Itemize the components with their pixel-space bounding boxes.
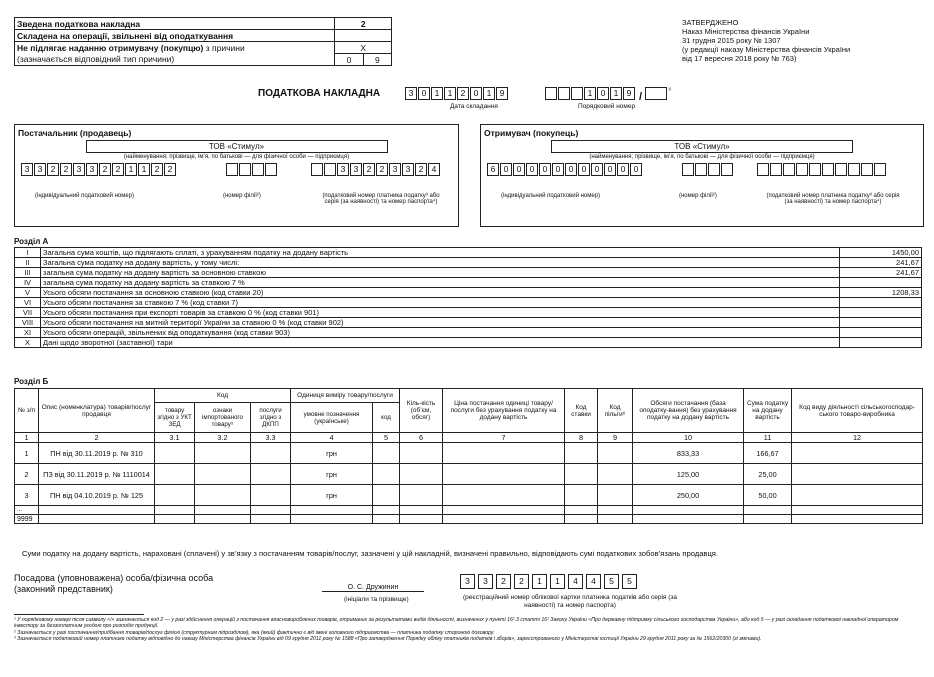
row-value[interactable] [840, 298, 922, 308]
code-digit[interactable] [861, 163, 873, 176]
ipn-digit[interactable]: 0 [513, 163, 525, 176]
col-num: 12 [792, 433, 923, 443]
branch-digit[interactable] [252, 163, 264, 176]
row-value[interactable]: 1450,00 [840, 248, 922, 258]
col-num: 5 [373, 433, 400, 443]
signer-digit[interactable]: 5 [604, 574, 619, 589]
signer-label [14, 573, 213, 595]
ipn-digit[interactable]: 1 [138, 163, 150, 176]
footnote-divider [14, 614, 144, 615]
row-value[interactable] [840, 318, 922, 328]
signer-label-2: (законний представник) [14, 584, 113, 594]
approved-line: від 17 вересня 2018 року № 763) [682, 54, 797, 63]
row-value[interactable] [840, 328, 922, 338]
footnote-2: ² Зазначається у разі постачання/придбання товарів/послуг філією (структурним підрозділом), яка (який) фактично є від імені головного підприємства — платника податку стороною договору. [14, 629, 495, 636]
code-digit[interactable] [311, 163, 323, 176]
date-digit[interactable]: 2 [457, 87, 469, 100]
col-num: 8 [565, 433, 598, 443]
footnotes [14, 617, 922, 642]
branch-digit[interactable] [265, 163, 277, 176]
approved-title: ЗАТВЕРДЖЕНО [682, 18, 739, 27]
ipn-digit[interactable]: 2 [99, 163, 111, 176]
section-a-row [15, 248, 922, 258]
ipn-digit[interactable]: 0 [565, 163, 577, 176]
code-digit[interactable] [848, 163, 860, 176]
code-digit[interactable]: 3 [402, 163, 414, 176]
signer-digit[interactable]: 5 [622, 574, 637, 589]
ipn-digit[interactable]: 0 [604, 163, 616, 176]
branch-digit[interactable] [682, 163, 694, 176]
section-a-row [15, 308, 922, 318]
row-label: Усього обсяги постачання при експорті товарів за ставкою 0 % (код ставки 901) [41, 308, 840, 318]
row-n: 3 [15, 485, 39, 506]
col-num: 11 [744, 433, 792, 443]
code-digit[interactable]: 3 [389, 163, 401, 176]
summary-label: Зведена податкова накладна [15, 18, 335, 30]
summary-value[interactable]: 2 [335, 18, 392, 30]
row-value[interactable]: 241,67 [840, 258, 922, 268]
ipn-digit[interactable]: 2 [164, 163, 176, 176]
code-digit[interactable]: 3 [337, 163, 349, 176]
number-suffix[interactable] [645, 87, 667, 100]
header-table [14, 17, 392, 66]
branch-digit[interactable] [708, 163, 720, 176]
table-row [15, 515, 923, 524]
row-num: XI [15, 328, 41, 338]
row-num: VI [15, 298, 41, 308]
column-number-row [15, 433, 923, 443]
signer-digits-caption: (реєстраційний номер облікової картки платника податків або серія (за наявності) та номер паспорта) [462, 594, 678, 609]
ipn-digit[interactable]: 0 [526, 163, 538, 176]
section-a-row [15, 268, 922, 278]
ipn-digit[interactable]: 2 [47, 163, 59, 176]
seller-branch [226, 163, 278, 181]
row-vat[interactable]: 166,67 [744, 443, 792, 464]
reason-digit-1[interactable]: 0 [335, 54, 363, 66]
h-qty: Кіль-кість (об’єм, обсяг) [400, 389, 443, 433]
row-vat[interactable]: 25,00 [744, 464, 792, 485]
approved-line: (у редакції наказу Міністерства фінансів України [682, 45, 851, 54]
row-volume[interactable]: 250,00 [633, 485, 744, 506]
row-9999: 9999 [15, 515, 39, 524]
seller-code [311, 163, 441, 181]
date-digit[interactable]: 1 [483, 87, 495, 100]
col-num: 10 [633, 433, 744, 443]
row-label: загальна сума податку на додану вартість за ставкою 7 % [41, 278, 840, 288]
h-rate: Код ставки [565, 389, 598, 433]
row-value[interactable] [840, 278, 922, 288]
section-a-title: Розділ А [14, 237, 49, 246]
row-n: 2 [15, 464, 39, 485]
h-code: Код [155, 389, 291, 403]
code-digit[interactable] [809, 163, 821, 176]
row-label: Усього обсяги постачання на митній території України за ставкою 0 % (код ставки 902) [41, 318, 840, 328]
row-label: Загальна сума податку на додану вартість, у тому числі: [41, 258, 840, 268]
row-value[interactable] [840, 338, 922, 348]
ipn-digit[interactable]: 0 [591, 163, 603, 176]
buyer-branch [682, 163, 734, 181]
signer-digit[interactable]: 4 [586, 574, 601, 589]
row-label: Усього обсяги операцій, звільнених від оподаткування (код ставки 903) [41, 328, 840, 338]
section-a-row [15, 298, 922, 308]
code-digit[interactable] [757, 163, 769, 176]
number-digit[interactable]: 1 [584, 87, 596, 100]
signer-digits [460, 574, 640, 592]
h-vat: Сума податку на додану вартість [744, 389, 792, 433]
ipn-digit[interactable]: 0 [578, 163, 590, 176]
row-unit[interactable]: грн [291, 464, 373, 485]
ipn-digit[interactable]: 0 [552, 163, 564, 176]
statement: Суми податку на додану вартість, нараховані (сплачені) у зв’язку з постачанням товарів/послуг, зазначені у цій накладній, визначені правильно, відповідають сумі податкових зобов’язань продавця. [22, 549, 719, 558]
no-give-suffix: з причини [203, 42, 245, 53]
number-digit[interactable]: 0 [597, 87, 609, 100]
branch-digit[interactable] [695, 163, 707, 176]
date-digit[interactable]: 3 [405, 87, 417, 100]
table-row [15, 506, 923, 515]
section-a-table [14, 247, 922, 348]
signer-digit[interactable]: 1 [550, 574, 565, 589]
signer-digit[interactable]: 4 [568, 574, 583, 589]
row-label: загальна сума податку на додану вартість за основною ставкою [41, 268, 840, 278]
row-volume[interactable]: 833,33 [633, 443, 744, 464]
signer-digit[interactable]: 3 [460, 574, 475, 589]
row-label: Усього обсяги постачання за основною ставкою (код ставки 20) [41, 288, 840, 298]
row-num: VII [15, 308, 41, 318]
h-desc: Опис (номенклатура) товарів/послуг продавця [39, 389, 155, 433]
signer-digit[interactable]: 2 [514, 574, 529, 589]
row-desc[interactable]: ПЗ від 30.11.2019 р. № 1110014 [39, 464, 155, 485]
number-label: Порядковий номер [578, 103, 636, 110]
table-row [15, 464, 923, 485]
row-vat[interactable]: 50,00 [744, 485, 792, 506]
no-give-label: Не підлягає наданню отримувачу (покупцю) [17, 42, 204, 53]
exempt-label: Складена на операції, звільнені від оподаткування [15, 30, 335, 42]
row-num: VIII [15, 318, 41, 328]
doc-title: ПОДАТКОВА НАКЛАДНА [258, 88, 381, 99]
col-num: 9 [598, 433, 633, 443]
code-digit[interactable] [324, 163, 336, 176]
seller-ipn-caption: (індивідуальний податковий номер) [35, 193, 135, 199]
approved-line: 31 грудня 2015 року № 1307 [682, 36, 781, 45]
ipn-digit[interactable]: 0 [500, 163, 512, 176]
footnote-mark: ¹⁾ [668, 88, 672, 94]
section-a-row [15, 338, 922, 348]
code-digit[interactable]: 2 [363, 163, 375, 176]
reason-digit-2[interactable]: 9 [363, 54, 391, 66]
buyer-code [757, 163, 887, 181]
seller-heading: Постачальник (продавець) [18, 128, 132, 138]
buyer-code-caption: (податковий номер платника податку³ або серія (за наявності) та номер паспорта⁴) [766, 193, 900, 205]
row-num: IV [15, 278, 41, 288]
ipn-digit[interactable]: 3 [86, 163, 98, 176]
approved-block [682, 18, 850, 63]
section-a-row [15, 288, 922, 298]
row-label: Загальна сума коштів, що підлягають сплаті, з урахуванням податку на додану вартість [41, 248, 840, 258]
branch-digit[interactable] [239, 163, 251, 176]
ipn-digit[interactable]: 1 [125, 163, 137, 176]
h-volume: Обсяги постачання (база оподатку-вання) без урахування податку на додану вартість [633, 389, 744, 433]
no-give-mark[interactable]: X [335, 42, 392, 54]
seller-name[interactable]: ТОВ «Стимул» [86, 140, 388, 153]
row-n: 1 [15, 443, 39, 464]
date-digit[interactable]: 0 [418, 87, 430, 100]
row-num: III [15, 268, 41, 278]
row-label: Дані щодо зворотної (заставної) тари [41, 338, 840, 348]
seller-branch-caption: (номер філії²) [223, 193, 261, 199]
ipn-digit[interactable]: 3 [34, 163, 46, 176]
code-digit[interactable] [770, 163, 782, 176]
col-num: 4 [291, 433, 373, 443]
no-give-sub: (зазначається відповідний тип причини) [15, 54, 335, 66]
section-a-row [15, 318, 922, 328]
buyer-ipn [487, 163, 643, 180]
row-unit[interactable]: грн [291, 485, 373, 506]
row-volume[interactable]: 125,00 [633, 464, 744, 485]
h-benefit: Код пільги⁶ [598, 389, 633, 433]
col-num: 2 [39, 433, 155, 443]
code-digit[interactable]: 2 [415, 163, 427, 176]
ipn-digit[interactable]: 2 [112, 163, 124, 176]
h-agri: Код виду діяльності сільськогосподар-ського товаро-виробника [792, 389, 923, 433]
seller-name-caption: (найменування; прізвище, ім’я, по батькові — для фізичної особи — підприємця) [123, 154, 350, 160]
section-b-title: Розділ Б [14, 377, 49, 386]
signer-label-1: Посадова (уповноважена) особа/фізична особа [14, 573, 214, 583]
number-digit[interactable] [571, 87, 583, 100]
ipn-digit[interactable]: 2 [151, 163, 163, 176]
ipn-digit[interactable]: 2 [60, 163, 72, 176]
col-num: 6 [400, 433, 443, 443]
code-digit[interactable]: 3 [350, 163, 362, 176]
table-row [15, 485, 923, 506]
branch-digit[interactable] [721, 163, 733, 176]
date-label: Дата складання [450, 103, 498, 110]
h-code2: ознаки імпортованого товару⁵ [195, 403, 251, 433]
number-digit[interactable]: 1 [610, 87, 622, 100]
section-a-row [15, 258, 922, 268]
row-num: I [15, 248, 41, 258]
buyer-name-caption: (найменування; прізвище, ім’я, по батькові — для фізичної особи — підприємця) [589, 154, 815, 160]
section-a-row [15, 328, 922, 338]
code-digit[interactable] [822, 163, 834, 176]
h-price: Ціна постачання одиниці товару/послуги без урахування податку на додану вартість [443, 389, 565, 433]
seller-box [14, 124, 459, 227]
h-unit: Одиниця виміру товару/послуги [291, 389, 400, 403]
buyer-heading: Отримувач (покупець) [484, 128, 579, 138]
row-value[interactable] [840, 308, 922, 318]
table-row [15, 443, 923, 464]
date-digit[interactable]: 9 [496, 87, 508, 100]
row-dots: ... [15, 506, 39, 515]
signer-digit[interactable]: 2 [496, 574, 511, 589]
h-code1: товару згідно з УКТ ЗЕД [155, 403, 195, 433]
seller-ipn [21, 163, 177, 180]
section-a-row [15, 278, 922, 288]
signer-name[interactable]: О. С. Дружинин [322, 584, 424, 592]
row-num: V [15, 288, 41, 298]
signer-digit[interactable]: 3 [478, 574, 493, 589]
h-code3: послуги згідно з ДКПП [251, 403, 291, 433]
signer-name-caption: (ініціали та прізвище) [344, 596, 409, 603]
ipn-digit[interactable]: 0 [630, 163, 642, 176]
h-unit-name: умовне позначення (українське) [291, 403, 373, 433]
h-unit-code: код [373, 403, 400, 433]
number-slash: / [639, 91, 643, 103]
row-label: Усього обсяги постачання за ставкою 7 % (код ставки 7) [41, 298, 840, 308]
date-digit[interactable]: 0 [470, 87, 482, 100]
buyer-box [480, 124, 924, 227]
ipn-digit[interactable]: 3 [21, 163, 33, 176]
code-digit[interactable] [796, 163, 808, 176]
signer-digit[interactable]: 1 [532, 574, 547, 589]
seller-code-caption: (податковий номер платника податку³ або серія (за наявності) та номер паспорта⁴) [322, 193, 440, 205]
footnote-1: ¹ У порядковому номері після символу «/» зазначається код 2 — у разі здійснення операцій з постачання власновироблених товарів, отриманих за результатами видів діяльності, визначених у пункті 16¹.3 статті 16¹ Закону України «Про державну підтримку сільського господарства України», або код 5 — у разі складання податкової накладної оператором інвестору за беззоплатним угодою про розподіл продукції. [14, 617, 899, 630]
code-digit[interactable]: 4 [428, 163, 440, 176]
buyer-name[interactable]: ТОВ «Стимул» [551, 140, 853, 153]
number-digit[interactable] [545, 87, 557, 100]
buyer-branch-caption: (номер філії²) [679, 193, 717, 199]
approved-line: Наказ Міністерства фінансів України [682, 27, 810, 36]
col-num: 7 [443, 433, 565, 443]
ipn-digit[interactable]: 0 [617, 163, 629, 176]
ipn-digit[interactable]: 3 [73, 163, 85, 176]
section-b-table [14, 388, 923, 524]
code-digit[interactable]: 2 [376, 163, 388, 176]
row-num: X [15, 338, 41, 348]
col-num: 3.1 [155, 433, 195, 443]
ipn-digit[interactable]: 6 [487, 163, 499, 176]
col-num: 3.3 [251, 433, 291, 443]
code-digit[interactable] [874, 163, 886, 176]
branch-digit[interactable] [226, 163, 238, 176]
col-num: 1 [15, 433, 39, 443]
buyer-ipn-caption: (індивідуальний податковий номер) [501, 193, 601, 199]
h-num: № з/п [15, 389, 39, 433]
row-unit[interactable]: грн [291, 443, 373, 464]
row-desc[interactable]: ПН від 30.11.2019 р. № 310 [39, 443, 155, 464]
number-digit[interactable]: 9 [623, 87, 635, 100]
ipn-digit[interactable]: 0 [539, 163, 551, 176]
col-num: 3.2 [195, 433, 251, 443]
date-digit[interactable]: 1 [431, 87, 443, 100]
code-digit[interactable] [835, 163, 847, 176]
exempt-value[interactable] [335, 30, 392, 42]
row-value[interactable]: 241,67 [840, 268, 922, 278]
row-num: II [15, 258, 41, 268]
number-digit[interactable] [558, 87, 570, 100]
date-digit[interactable]: 1 [444, 87, 456, 100]
footnote-3: ³ Зазначається податковий номер платника податку відповідно до наказу Міністерства фінансів України від 09 грудня 2011 року № 1588 «Про затвердження Порядку обліку платників податків і зборів», зареєстрованого у Міністерстві юстиції України 29 грудня 2011 року за № 1562/20300 (зі змінами). [14, 635, 762, 642]
row-value[interactable]: 1208,33 [840, 288, 922, 298]
code-digit[interactable] [783, 163, 795, 176]
row-desc[interactable]: ПН від 04.10.2019 р. № 125 [39, 485, 155, 506]
